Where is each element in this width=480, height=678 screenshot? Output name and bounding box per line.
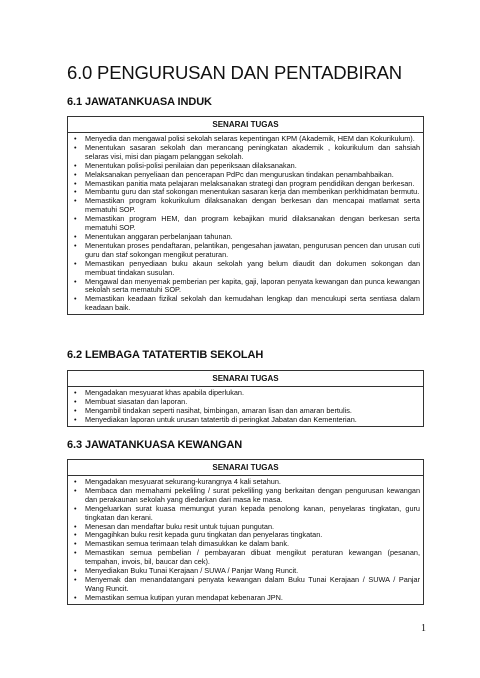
- task-list: [68, 133, 423, 314]
- list-item: • Menyediakan Buku Tunai Kerajaan / SUWA / Panjar Wang Runcit.: [68, 567, 420, 576]
- list-item: • Memastikan semua kutipan yuran mendapat kebenaran JPN.: [68, 594, 420, 603]
- list-item: • Menentukan sasaran sekolah dan merancang peningkatan akademik , kokurikulum dan sahsiah selaras visi, misi dan piagam pelanggan sekolah.: [68, 144, 420, 162]
- list-item: • Menentukan polisi-polisi penilaian dan peperiksaan dilaksanakan.: [68, 162, 420, 171]
- task-box-6-1: [67, 116, 424, 315]
- task-box-6-2: [67, 370, 424, 427]
- list-item: • Memastikan penyediaan buku akaun sekolah yang belum diaudit dan dokumen sokongan dan membuat tindakan susulan.: [68, 260, 420, 278]
- page-number: 1: [421, 623, 426, 634]
- task-list: [68, 476, 423, 604]
- list-item: • Mengambil tindakan seperti nasihat, bimbingan, amaran lisan dan amaran bertulis.: [68, 407, 420, 416]
- list-item: • Mengeluarkan surat kuasa memungut yuran kepada penolong kanan, penyelaras tingkatan, guru tingkatan dan kerani.: [68, 505, 420, 523]
- list-item: • Menesan dan mendaftar buku resit untuk tujuan pungutan.: [68, 523, 420, 532]
- page-heading: 6.0 PENGURUSAN DAN PENTADBIRAN: [67, 62, 402, 83]
- list-item: • Memastikan semua terimaan telah dimasukkan ke dalam bank.: [68, 540, 420, 549]
- list-item: • Memastikan program kokurikulum dilaksanakan dengan berkesan dan mencapai matlamat serta mematuhi SOP.: [68, 197, 420, 215]
- section-title-6-1: 6.1 JAWATANKUASA INDUK: [67, 96, 212, 108]
- list-item: • Membaca dan memahami pekeliling / surat pekeliling yang berkaitan dengan pengurusan kewangan dan perakaunan sekolah yang diedarkan dari masa ke masa.: [68, 487, 420, 505]
- section-title-6-3: 6.3 JAWATANKUASA KEWANGAN: [67, 439, 243, 451]
- task-box-header: SENARAI TUGAS: [68, 117, 423, 133]
- list-item: • Melaksanakan penyeliaan dan pencerapan PdPc dan menguruskan tindakan penambahbaikan.: [68, 171, 420, 180]
- task-list: [68, 387, 423, 426]
- list-item: • Mengadakan mesyuarat khas apabila diperlukan.: [68, 389, 420, 398]
- list-item: • Menyedia dan mengawal polisi sekolah selaras kepentingan KPM (Akademik, HEM dan Kokurikulum).: [68, 135, 420, 144]
- list-item: • Mengadakan mesyuarat sekurang-kurangnya 4 kali setahun.: [68, 478, 420, 487]
- list-item: • Mengawal dan menyemak pemberian per kapita, gaji, laporan penyata kewangan dan punca kewangan sekolah serta mematuhi SOP.: [68, 278, 420, 296]
- list-item: • Menyediakan laporan untuk urusan tatatertib di peringkat Jabatan dan Kementerian.: [68, 416, 420, 425]
- list-item: • Menentukan proses pendaftaran, pelantikan, pengesahan jawatan, pengurusan pencen dan urusan cuti guru dan staf sokongan mengikut peraturan.: [68, 242, 420, 260]
- section-title-6-2: 6.2 LEMBAGA TATATERTIB SEKOLAH: [67, 349, 264, 361]
- list-item: • Memastikan keadaan fizikal sekolah dan kemudahan lengkap dan mencukupi serta sentiasa dalam keadaan baik.: [68, 295, 420, 313]
- list-item: • Mengagihkan buku resit kepada guru tingkatan dan penyelaras tingkatan.: [68, 531, 420, 540]
- list-item: • Membuat siasatan dan laporan.: [68, 398, 420, 407]
- list-item: • Menyemak dan menandatangani penyata kewangan dalam Buku Tunai Kerajaan / SUWA / Panjar Wang Runcit.: [68, 576, 420, 594]
- task-box-header: SENARAI TUGAS: [68, 371, 423, 387]
- list-item: • Menentukan anggaran perbelanjaan tahunan.: [68, 233, 420, 242]
- list-item: • Membantu guru dan staf sokongan menentukan sasaran kerja dan memberikan perkhidmatan bermutu.: [68, 188, 420, 197]
- task-box-6-3: [67, 459, 424, 605]
- list-item: • Memastikan program HEM, dan program kebajikan murid dilaksanakan dengan berkesan serta mematuhi SOP.: [68, 215, 420, 233]
- list-item: • Memastikan panitia mata pelajaran melaksanakan strategi dan program pendidikan dengan berkesan.: [68, 180, 420, 189]
- task-box-header: SENARAI TUGAS: [68, 460, 423, 476]
- list-item: • Memastikan semua pembelian / pembayaran dibuat mengikut peraturan kewangan (pesanan, tempahan, invois, bil, baucar dan cek).: [68, 549, 420, 567]
